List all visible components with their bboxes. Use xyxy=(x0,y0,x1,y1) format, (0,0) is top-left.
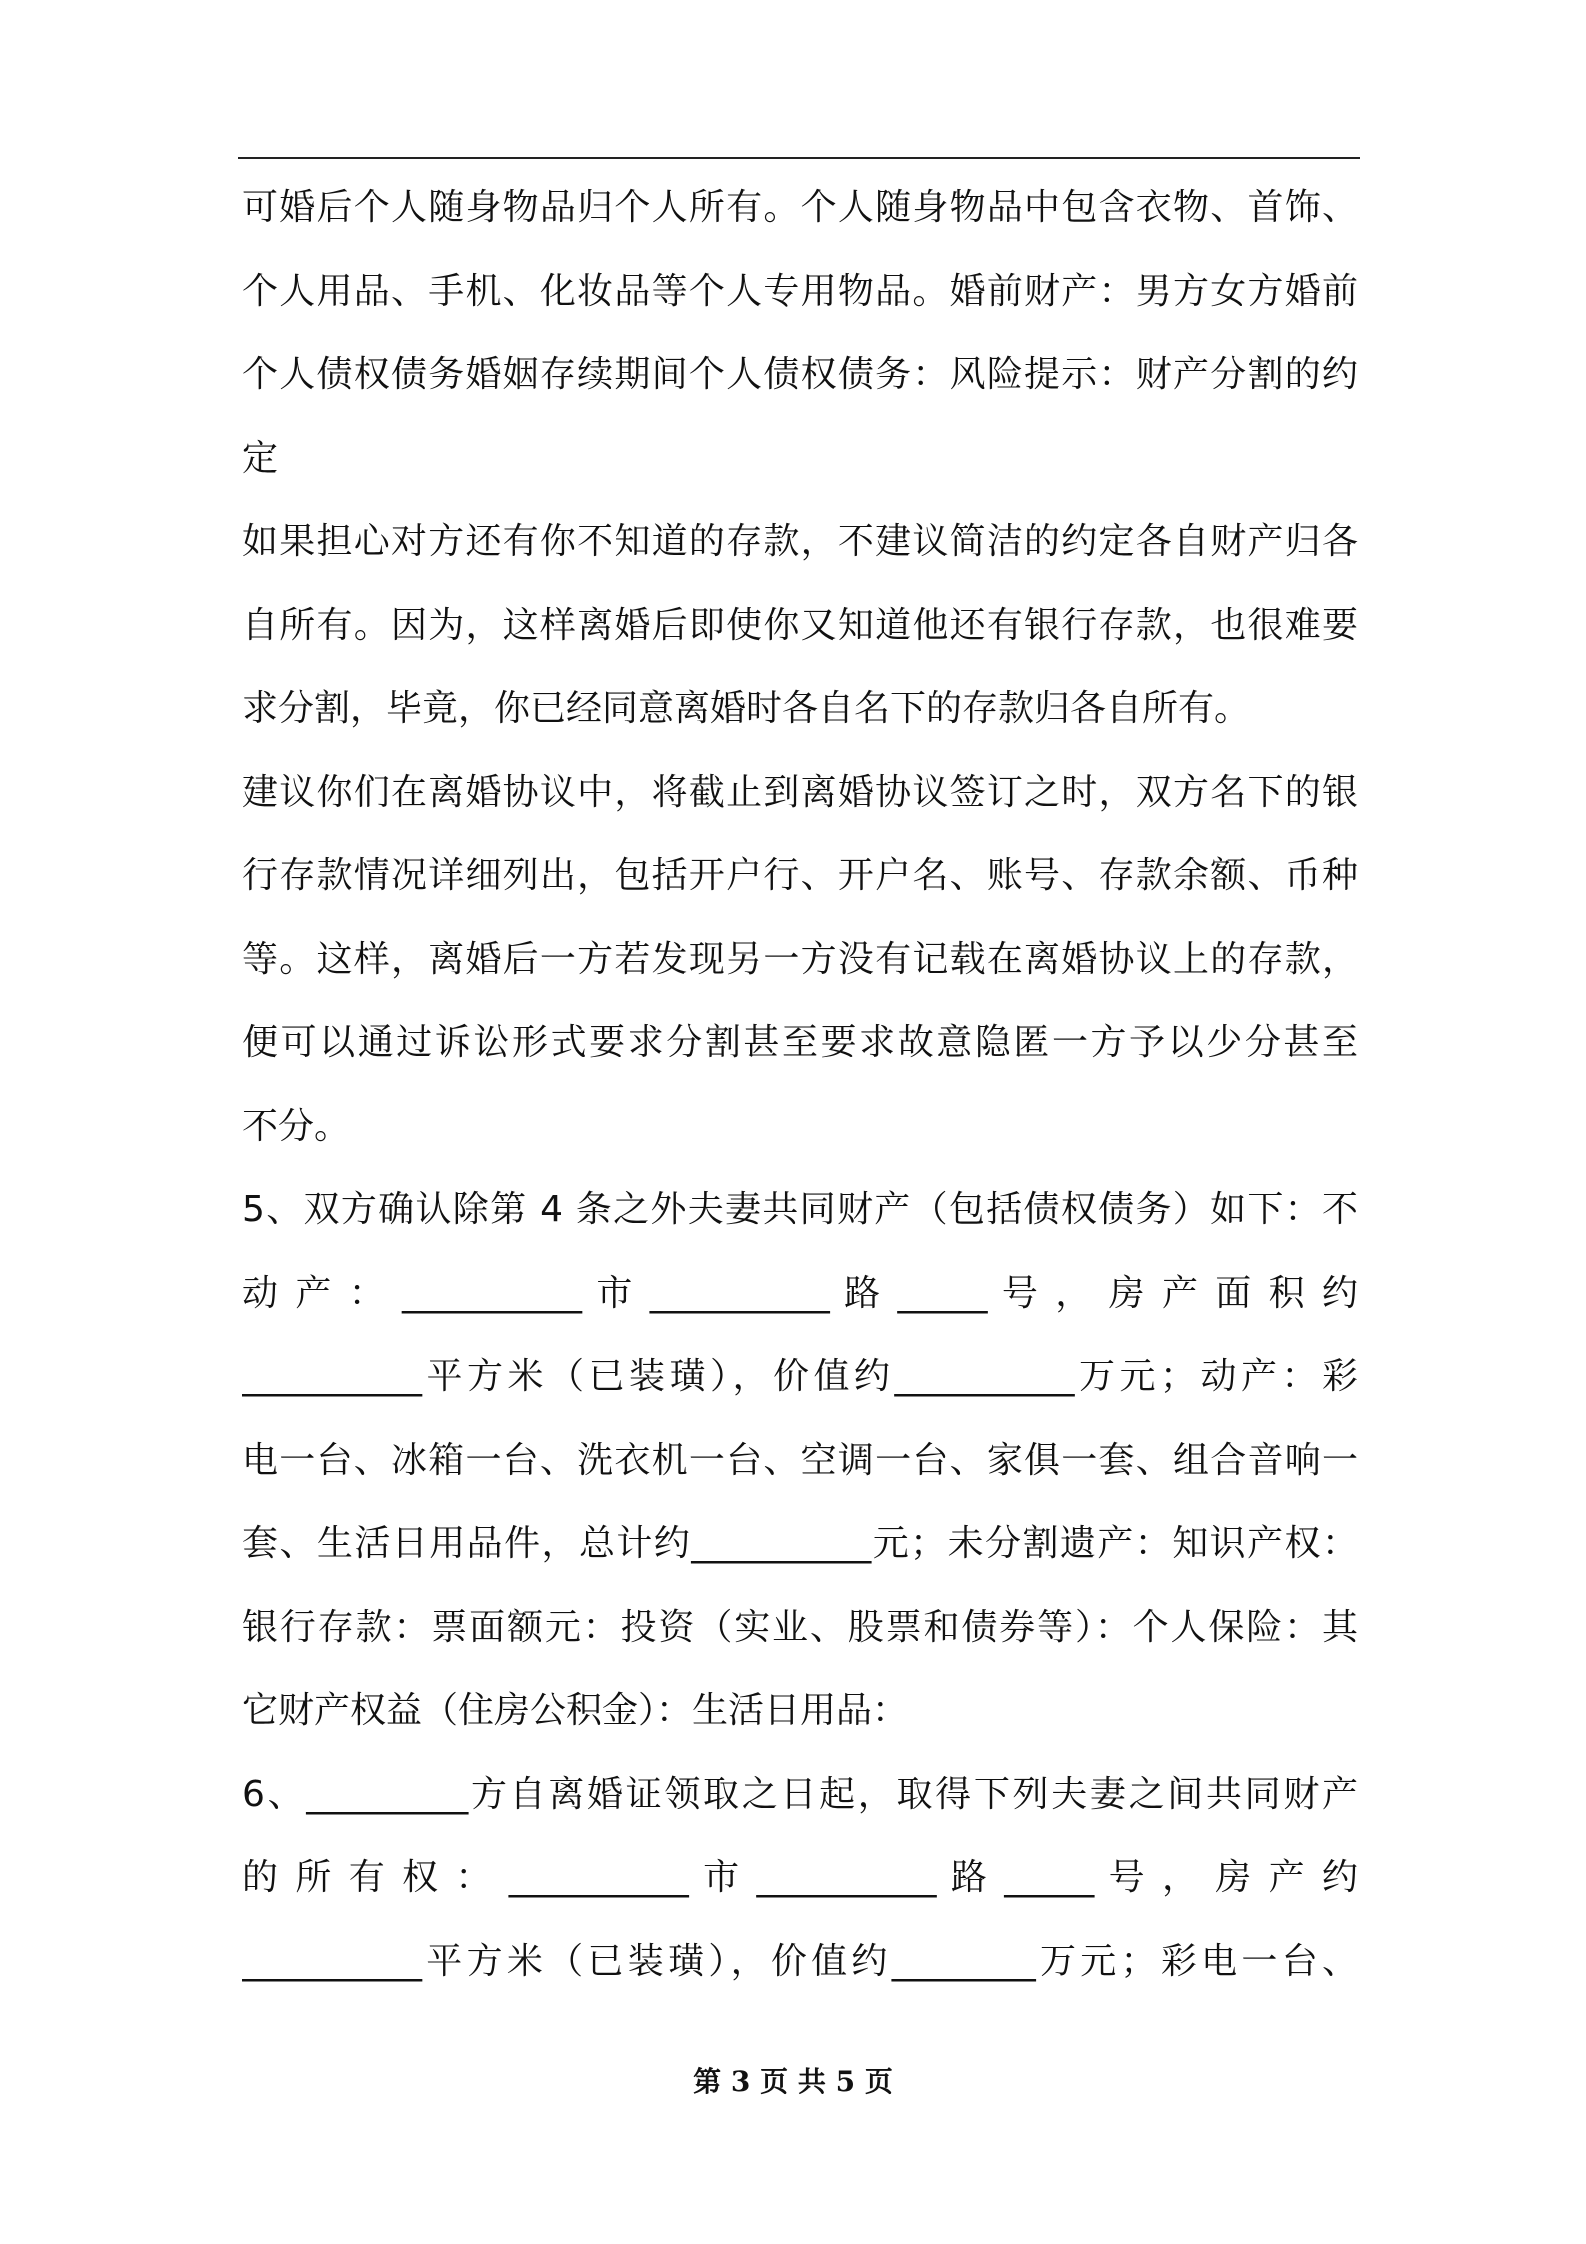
text-line-13: 5、双方确认除第 4 条之外夫妻共同财产（包括债权债务）如下：不 xyxy=(242,1189,1358,1230)
text-line-20: 6、_________方自离婚证领取之日起，取得下列夫妻之间共同财产 xyxy=(242,1773,1358,1815)
page-number: 第 3 页 共 5 页 xyxy=(693,2065,893,2098)
text-line-8: 建议你们在离婚协议中，将截止到离婚协议签订之时，双方名下的银 xyxy=(242,771,1358,813)
text-line-17: 套、生活日用品件，总计约__________元；未分割遗产：知识产权： xyxy=(242,1523,1358,1564)
text-line-15: __________平方米（已装璜），价值约__________万元；动产：彩 xyxy=(242,1356,1358,1397)
text-line-19: 它财产权益（住房公积金）：生活日用品： xyxy=(242,1690,909,1731)
text-line-6: 自所有。因为，这样离婚后即使你又知道他还有银行存款，也很难要 xyxy=(242,604,1358,646)
text-line-3: 个人债权债务婚姻存续期间个人债权债务：风险提示：财产分割的约 xyxy=(242,354,1358,395)
text-line-12: 不分。 xyxy=(242,1105,351,1147)
text-line-11: 便可以通过诉讼形式要求分割甚至要求故意隐匿一方予以少分甚至 xyxy=(242,1022,1358,1063)
text-line-16: 电一台、冰箱一台、洗衣机一台、空调一台、家俱一套、组合音响一 xyxy=(242,1439,1358,1481)
text-line-7: 求分割，毕竟，你已经同意离婚时各自名下的存款归各自所有。 xyxy=(242,688,1251,729)
text-line-10: 等。这样，离婚后一方若发现另一方没有记载在离婚协议上的存款， xyxy=(242,938,1358,980)
header-rule xyxy=(238,157,1360,159)
document-body xyxy=(242,166,1358,2003)
text-line-9: 行存款情况详细列出，包括开户行、开户名、账号、存款余额、币种 xyxy=(242,855,1358,896)
text-line-1: 可婚后个人随身物品归个人所有。个人随身物品中包含衣物、首饰、 xyxy=(242,187,1358,228)
text-line-22: __________平方米（已装璜），价值约________万元；彩电一台、 xyxy=(242,1940,1358,1982)
text-line-4: 定 xyxy=(242,437,279,479)
text-line-18: 银行存款：票面额元：投资（实业、股票和债券等）：个人保险：其 xyxy=(242,1606,1358,1648)
text-line-21: 的 所 有 权 ： __________ 市 __________ 路 _____ 号 ， 房 产 约 xyxy=(242,1857,1358,1898)
text-line-2: 个人用品、手机、化妆品等个人专用物品。婚前财产：男方女方婚前 xyxy=(242,270,1358,312)
text-line-14: 动 产 ： __________ 市 __________ 路 _____ 号 ， 房 产 面 积 约 xyxy=(242,1272,1358,1314)
text-line-5: 如果担心对方还有你不知道的存款，不建议简洁的约定各自财产归各 xyxy=(242,521,1358,562)
